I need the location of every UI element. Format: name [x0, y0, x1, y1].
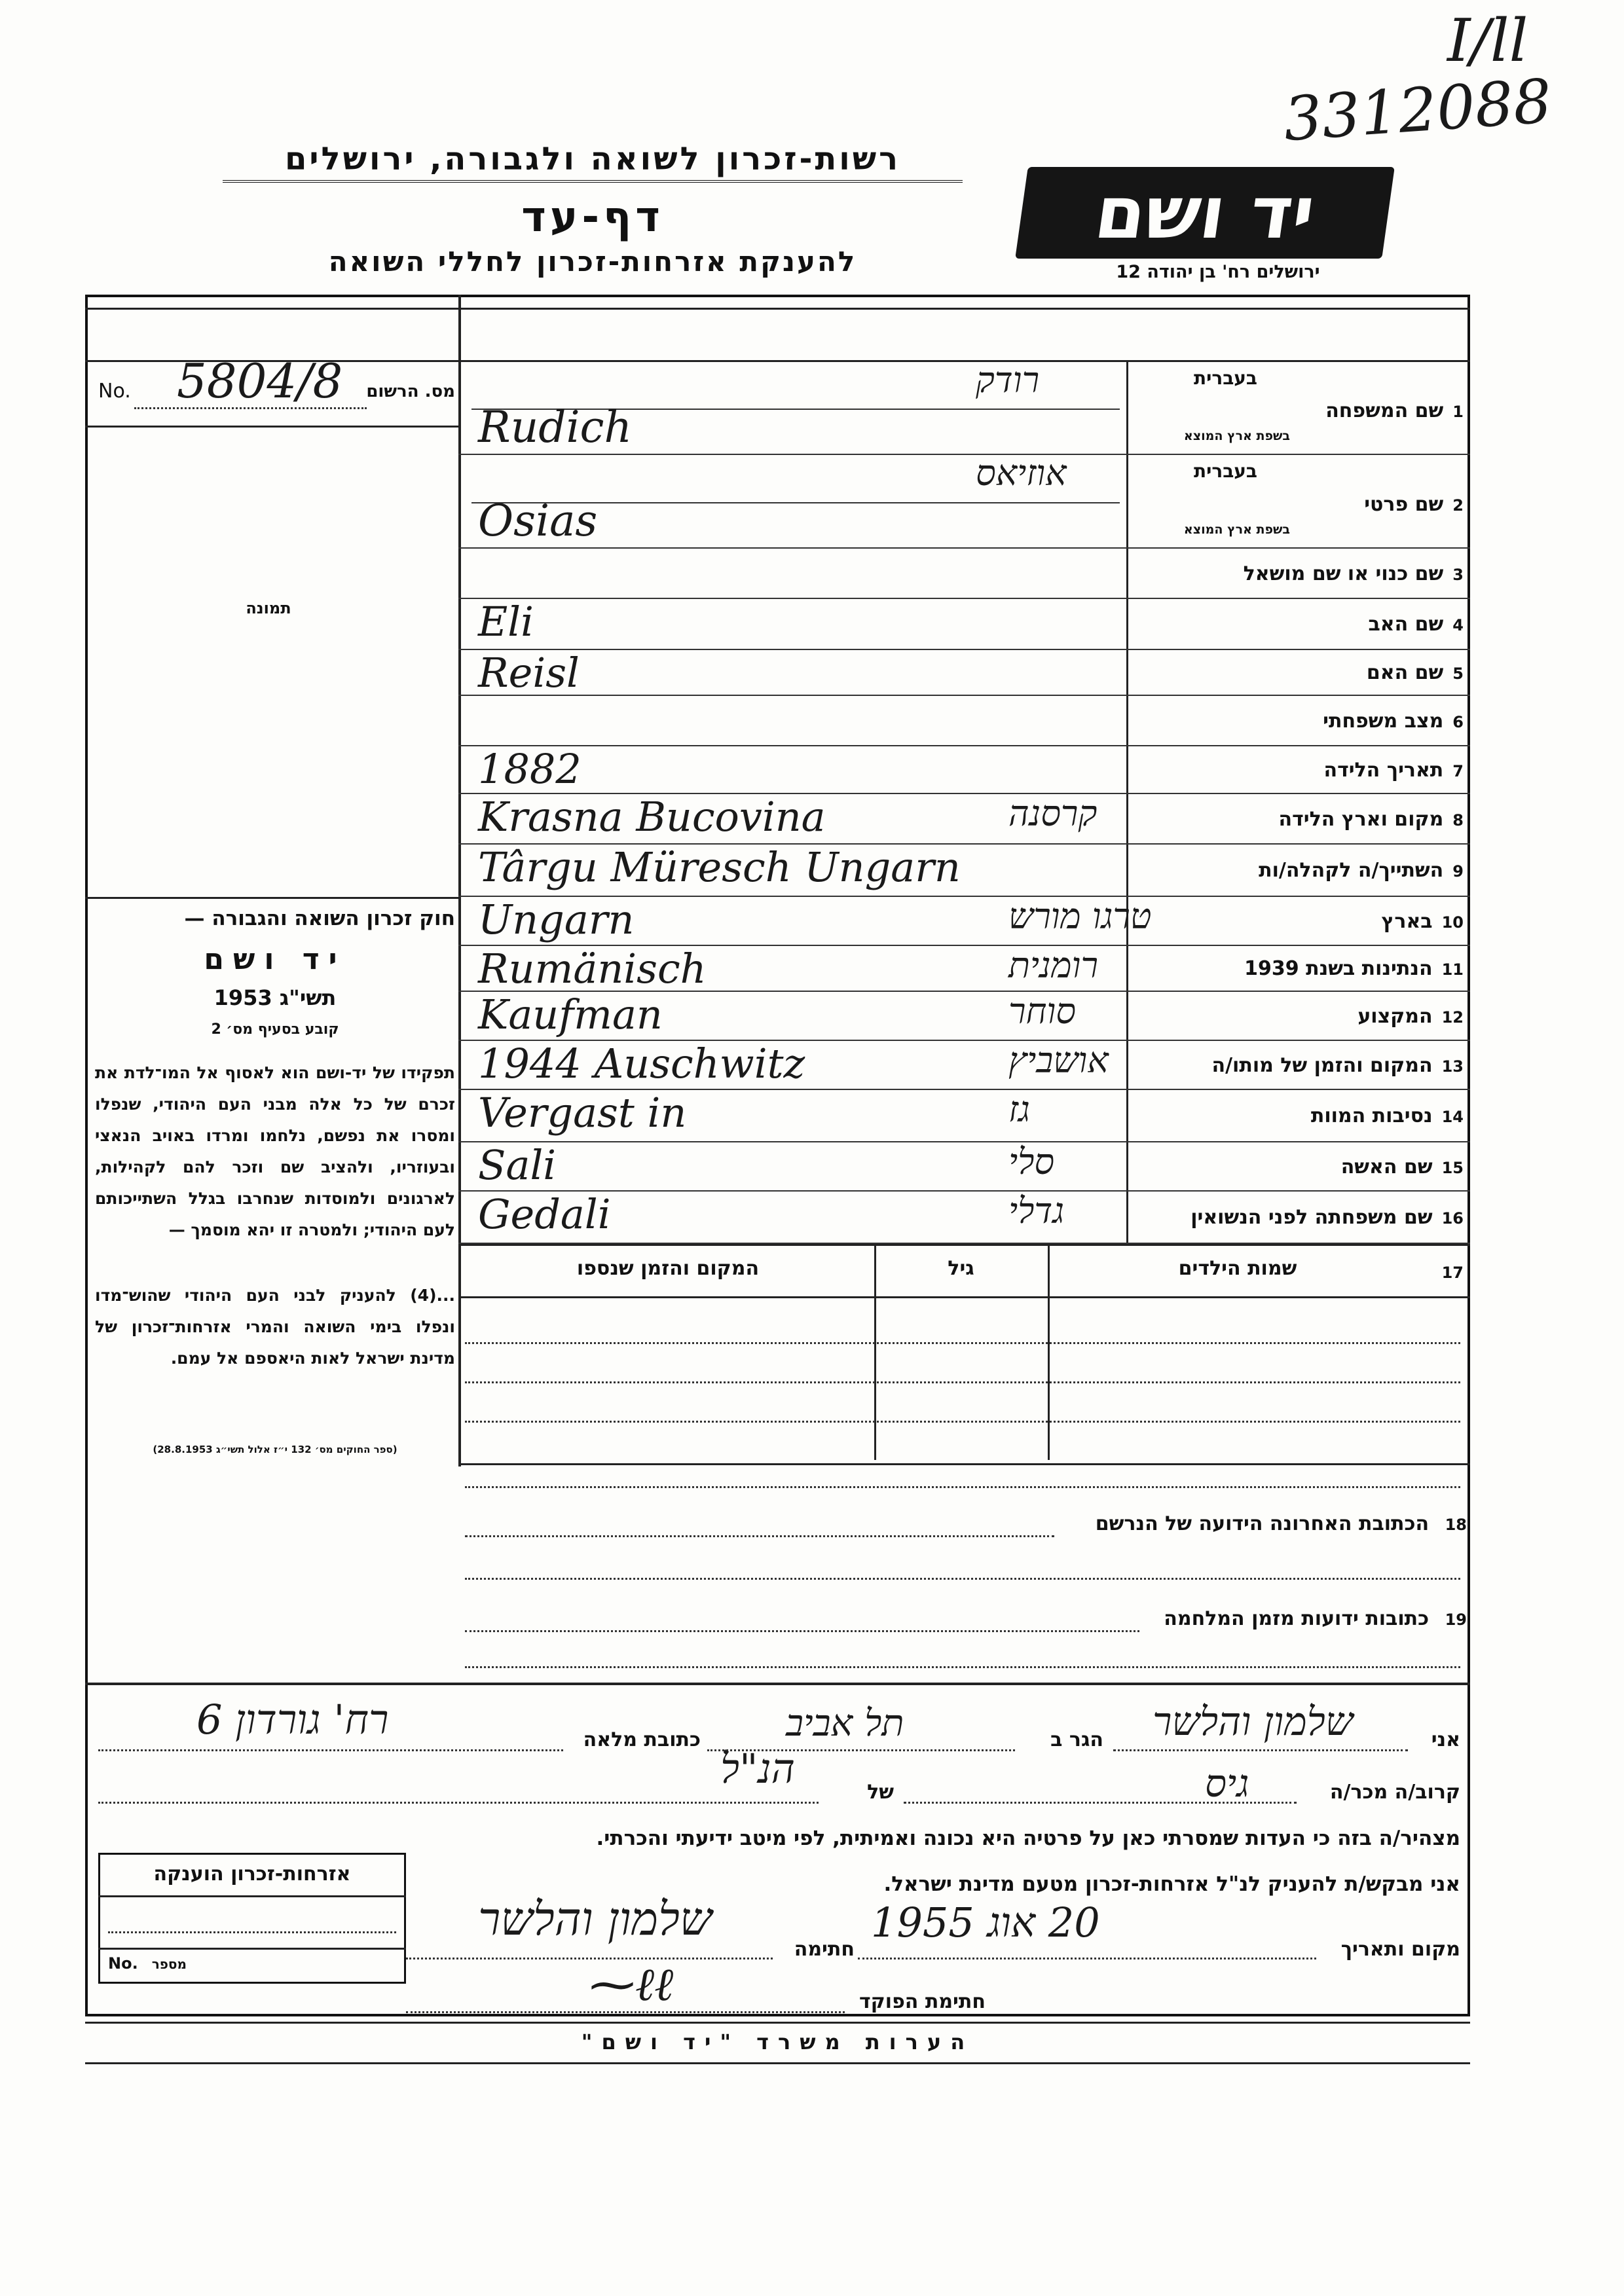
- field-value-8: Krasna Bucovina: [478, 793, 826, 841]
- decl-address-label: כתובת מלאה: [583, 1728, 701, 1751]
- field-num-5: 5: [1452, 665, 1464, 683]
- field-value-10: Ungarn: [478, 896, 635, 943]
- decl-relation: גיס: [1205, 1761, 1249, 1806]
- decl-address: רח' גורדון 6: [196, 1696, 389, 1743]
- field-value-hebrew-12: סוחר: [1008, 991, 1077, 1032]
- field-num-12: 12: [1441, 1008, 1464, 1027]
- field-value-2: Osias: [478, 496, 598, 546]
- law-clause: קובע בסעיף מס׳ 2: [211, 1021, 339, 1038]
- field-row-14: [458, 1090, 1470, 1142]
- header-subtitle: להענקת אזרחות-זכרון לחללי השואה: [328, 246, 857, 278]
- field-row-4: [458, 599, 1470, 650]
- law-text-1: תפקידו של יד-ושם הוא לאסוף אל המו־לדת את זכרם של כל אלה מבני העם היהודי, שנפלו ומסרו את נפשם, נלחמו ומרדו באויב הנאצי ובעוזריו, ולהציב שם וזכר להם לקהילות, לארגונים ולמוסדות שנחרבו בגלל השתייכותם לעם היהודי; ולמטרה זו יהא מוסמך —: [95, 1063, 455, 1239]
- field-num-11: 11: [1441, 960, 1464, 979]
- field-num-9: 9: [1452, 862, 1464, 881]
- field-text-8: מקום וארץ הלידה: [1278, 807, 1444, 831]
- field-label-13: [1133, 1054, 1464, 1077]
- field-text-11: הנתינות בשנת 1939: [1244, 957, 1433, 980]
- decl-signature-label: חתימה: [794, 1938, 855, 1961]
- decl-of-label: של: [867, 1781, 894, 1804]
- header-org: רשות-זכרון לשואה ולגבורה, ירושלים: [223, 141, 963, 183]
- field-value-hebrew-11: רומנית: [1008, 945, 1099, 986]
- field-text-7: תאריך הלידה: [1323, 758, 1444, 782]
- field-value-16: Gedali: [478, 1190, 611, 1238]
- field-row-3: [458, 549, 1470, 599]
- decl-city: תל אביב: [786, 1702, 904, 1745]
- decl-relative-of: הנ"ל: [720, 1745, 796, 1793]
- officer-signature: ⁓ℓℓ: [589, 1958, 674, 2011]
- field-num-15: 15: [1441, 1158, 1464, 1177]
- law-name: יד ושם: [204, 943, 346, 976]
- field-value-13: 1944 Auschwitz: [478, 1040, 805, 1087]
- field-text-6: מצב משפחתי: [1323, 709, 1444, 733]
- field-text-5: שם האם: [1366, 661, 1444, 684]
- field-sub-origin-2: בשפת ארץ המוצא: [1183, 522, 1290, 537]
- field-value-hebrew-15: סלי: [1008, 1141, 1055, 1182]
- field-row-1: [458, 359, 1470, 455]
- decl-signer-name: שלמון והלשר: [1153, 1699, 1354, 1745]
- decl-relation-label: קרוב/ה מכר/ה: [1329, 1781, 1460, 1804]
- field-row-6: [458, 696, 1470, 746]
- field-value-hebrew-16: גדלי: [1008, 1190, 1065, 1231]
- registration-number: 5804/8: [177, 354, 343, 409]
- field-text-1: שם המשפחה: [1325, 399, 1444, 422]
- field-label-6: [1133, 710, 1464, 733]
- field-text-14: נסיבות המוות: [1310, 1104, 1433, 1127]
- field-value-11: Rumänisch: [478, 945, 707, 993]
- field-label-7: [1133, 759, 1464, 782]
- photo-label: תמונה: [246, 599, 291, 617]
- children-col-place: המקום והזמן שנספו: [576, 1257, 760, 1280]
- field-num-3: 3: [1452, 565, 1464, 584]
- field-text-16: שם משפחתה לפני הנשואין: [1190, 1206, 1433, 1229]
- decl-statement-2: אני מבקש/ת להעניק לנ"ל אזרחות-זכרון מטעם מדינת ישראל.: [883, 1872, 1460, 1896]
- decl-place-date-label: מקום ותאריך: [1340, 1938, 1460, 1961]
- grant-number-label: מספר: [151, 1956, 187, 1972]
- field-row-12: [458, 992, 1470, 1041]
- decl-place-date: 20 אוג 1955: [871, 1899, 1100, 1946]
- field-row-5: [458, 650, 1470, 696]
- field-18-label: [930, 1512, 1467, 1535]
- field-18-text: הכתובת האחרונה הידועה של הנרשם: [1095, 1512, 1430, 1535]
- footer-notes: הערות משרד "יד ושם": [581, 2030, 974, 2054]
- grant-number-prefix: No.: [108, 1954, 138, 1973]
- field-value-hebrew-8: קרסנה: [1008, 793, 1098, 834]
- field-label-12: [1133, 1005, 1464, 1028]
- field-label-2: [1133, 493, 1464, 516]
- field-num-13: 13: [1441, 1057, 1464, 1076]
- law-year: תשי"ג 1953: [213, 985, 337, 1010]
- header-title: דף-עד: [521, 193, 664, 242]
- children-col-names: שמות הילדים: [1178, 1257, 1297, 1280]
- field-text-13: המקום והזמן של מותו/ה: [1211, 1053, 1433, 1077]
- field-num-7: 7: [1452, 761, 1464, 780]
- field-row-11: [458, 946, 1470, 992]
- law-title: חוק זכרון השואה והגבורה —: [184, 907, 455, 930]
- field-row-8: [458, 794, 1470, 845]
- field-label-9: [1133, 859, 1464, 882]
- field-row-7: [458, 746, 1470, 794]
- field-label-3: [1133, 562, 1464, 585]
- yad-vashem-logo: יד ושם: [1015, 167, 1395, 259]
- corner-mark: I/ll: [1447, 7, 1528, 75]
- field-value-9: Târgu Müresch Ungarn: [478, 843, 961, 891]
- field-sub-origin-1: בשפת ארץ המוצא: [1183, 429, 1290, 443]
- field-18-num: 18: [1445, 1516, 1467, 1534]
- field-text-12: המקצוע: [1357, 1004, 1433, 1028]
- law-footnote: (ספר החוקים מס׳ 132 י״ז אלול תשי״ג 28.8.1953): [153, 1444, 397, 1455]
- decl-i: אני: [1431, 1728, 1460, 1751]
- header-address: ירושלים רח' בן יהודה 12: [1116, 262, 1320, 282]
- field-19-num: 19: [1445, 1611, 1467, 1629]
- law-text-2: ...(4) להעניק לבני העם היהודי שהוש־מדו ונפלו בימי השואה והמרי אזרחות־זכרון של מדינת ישראל לאות היאספם אל עמם.: [95, 1286, 455, 1368]
- registration-label: מס. הרשום: [366, 382, 455, 401]
- field-value-hebrew-10: טרגו מורש: [1008, 896, 1152, 937]
- decl-statement-1: מצהיר/ה בזה כי העדות שמסרתי כאן על פרטיה היא נכונה ואמיתית, לפי מיטב ידיעתי והכרתי.: [596, 1827, 1460, 1850]
- registration-prefix: No.: [98, 380, 131, 403]
- field-value-hebrew-14: גז: [1008, 1089, 1030, 1130]
- field-num-6: 6: [1452, 712, 1464, 731]
- field-19-text: כתובות ידועות מזמן המלחמה: [1164, 1607, 1430, 1630]
- field-sub-hebrew-1: בעברית: [1193, 367, 1257, 389]
- decl-officer-label: חתימת הפוקד: [859, 1990, 986, 2013]
- field-label-5: [1133, 661, 1464, 684]
- decl-signature: שלמון והלשר: [478, 1892, 712, 1946]
- field-num-2: 2: [1452, 496, 1464, 515]
- archive-number: 3312088: [1281, 65, 1554, 155]
- field-text-3: שם כנוי או שם מושאל: [1243, 562, 1444, 585]
- field-num-4: 4: [1452, 616, 1464, 634]
- field-row-2: [458, 452, 1470, 549]
- field-row-10: [458, 897, 1470, 946]
- field-num-8: 8: [1452, 811, 1464, 829]
- field-label-4: [1133, 613, 1464, 636]
- field-text-9: השתייך/ה לקהלה/ות: [1259, 859, 1444, 882]
- field-text-4: שם האב: [1368, 613, 1444, 636]
- field-num-1: 1: [1452, 403, 1464, 421]
- grant-box-title: אזרחות-זכרון הוענקה: [153, 1863, 351, 1886]
- field-row-13: [458, 1041, 1470, 1090]
- field-value-5: Reisl: [478, 649, 580, 697]
- field-label-14: [1133, 1104, 1464, 1127]
- field-label-1: [1133, 399, 1464, 422]
- decl-resides: הגר ב: [1050, 1728, 1103, 1751]
- field-row-15: [458, 1142, 1470, 1192]
- children-col-age: גיל: [948, 1257, 974, 1280]
- field-value-15: Sali: [478, 1141, 557, 1189]
- children-table-num: 17: [1441, 1264, 1464, 1282]
- field-text-2: שם פרטי: [1364, 492, 1444, 516]
- field-text-15: שם האשה: [1340, 1155, 1433, 1178]
- field-value-12: Kaufman: [478, 991, 663, 1038]
- field-value-hebrew-2: אוזיאס: [976, 452, 1067, 494]
- field-value-1: Rudich: [478, 402, 633, 452]
- field-sub-hebrew-2: בעברית: [1193, 460, 1257, 482]
- field-num-10: 10: [1441, 913, 1464, 932]
- field-label-16: [1133, 1206, 1464, 1229]
- field-label-15: [1133, 1156, 1464, 1178]
- field-value-14: Vergast in: [478, 1089, 687, 1137]
- field-value-hebrew-1: רודק: [976, 359, 1040, 401]
- field-value-hebrew-13: אושביץ: [1008, 1040, 1109, 1081]
- field-label-10: [1133, 910, 1464, 933]
- field-19-label: [1061, 1607, 1467, 1630]
- field-value-7: 1882: [478, 745, 581, 793]
- field-value-4: Eli: [478, 598, 534, 646]
- field-label-11: [1133, 957, 1464, 980]
- field-row-16: [458, 1192, 1470, 1244]
- field-num-14: 14: [1441, 1108, 1464, 1126]
- field-row-9: [458, 845, 1470, 897]
- field-num-16: 16: [1441, 1209, 1464, 1228]
- field-text-10: בארץ: [1381, 909, 1433, 933]
- field-label-8: [1133, 808, 1464, 831]
